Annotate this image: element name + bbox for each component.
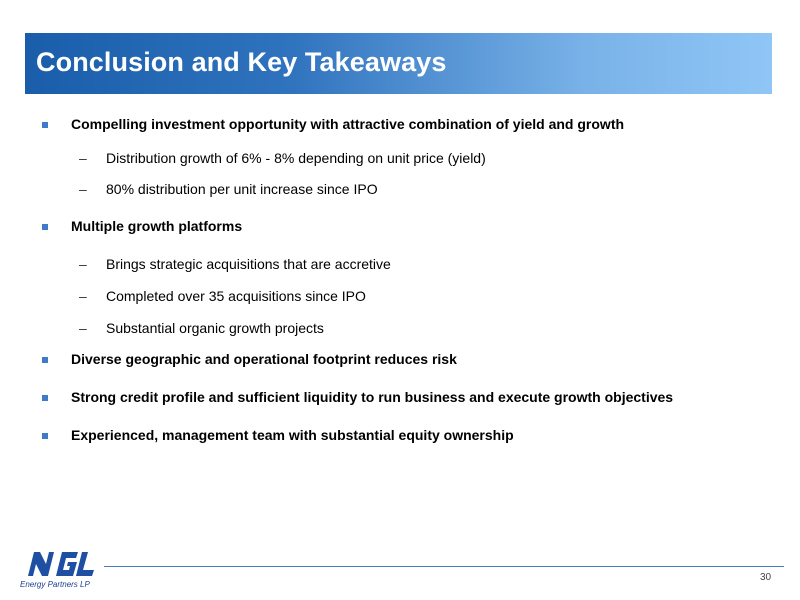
bullet-item: Strong credit profile and sufficient liquidity to run business and execute growth objectives: [71, 389, 674, 405]
dash-icon: –: [79, 181, 87, 197]
sub-bullet-item: Distribution growth of 6% - 8% depending on unit price (yield): [106, 150, 486, 166]
dash-icon: –: [79, 256, 87, 272]
bullet-item: Experienced, management team with substantial equity ownership: [71, 427, 514, 443]
sub-bullet-item: Brings strategic acquisitions that are accretive: [106, 256, 391, 272]
sub-bullet-item: Substantial organic growth projects: [106, 320, 324, 336]
logo-text: NGL: [26, 557, 39, 563]
square-bullet-icon: [42, 122, 48, 128]
square-bullet-icon: [42, 395, 48, 401]
page-number: 30: [760, 572, 772, 583]
logo-subtitle: Energy Partners LP: [20, 580, 90, 589]
bullet-item: Diverse geographic and operational footprint reduces risk: [71, 351, 457, 367]
bullet-item: Multiple growth platforms: [71, 218, 243, 234]
footer-divider: [104, 566, 784, 567]
page-title: Conclusion and Key Takeaways: [36, 47, 447, 77]
bullet-item: Compelling investment opportunity with attractive combination of yield and growth: [71, 116, 625, 132]
square-bullet-icon: [42, 433, 48, 439]
square-bullet-icon: [42, 357, 48, 363]
dash-icon: –: [79, 320, 87, 336]
dash-icon: –: [79, 288, 87, 304]
dash-icon: –: [79, 150, 87, 166]
square-bullet-icon: [42, 224, 48, 230]
sub-bullet-item: 80% distribution per unit increase since IPO: [106, 181, 378, 197]
sub-bullet-item: Completed over 35 acquisitions since IPO: [106, 288, 366, 304]
ngl-logo-icon: [20, 548, 110, 584]
